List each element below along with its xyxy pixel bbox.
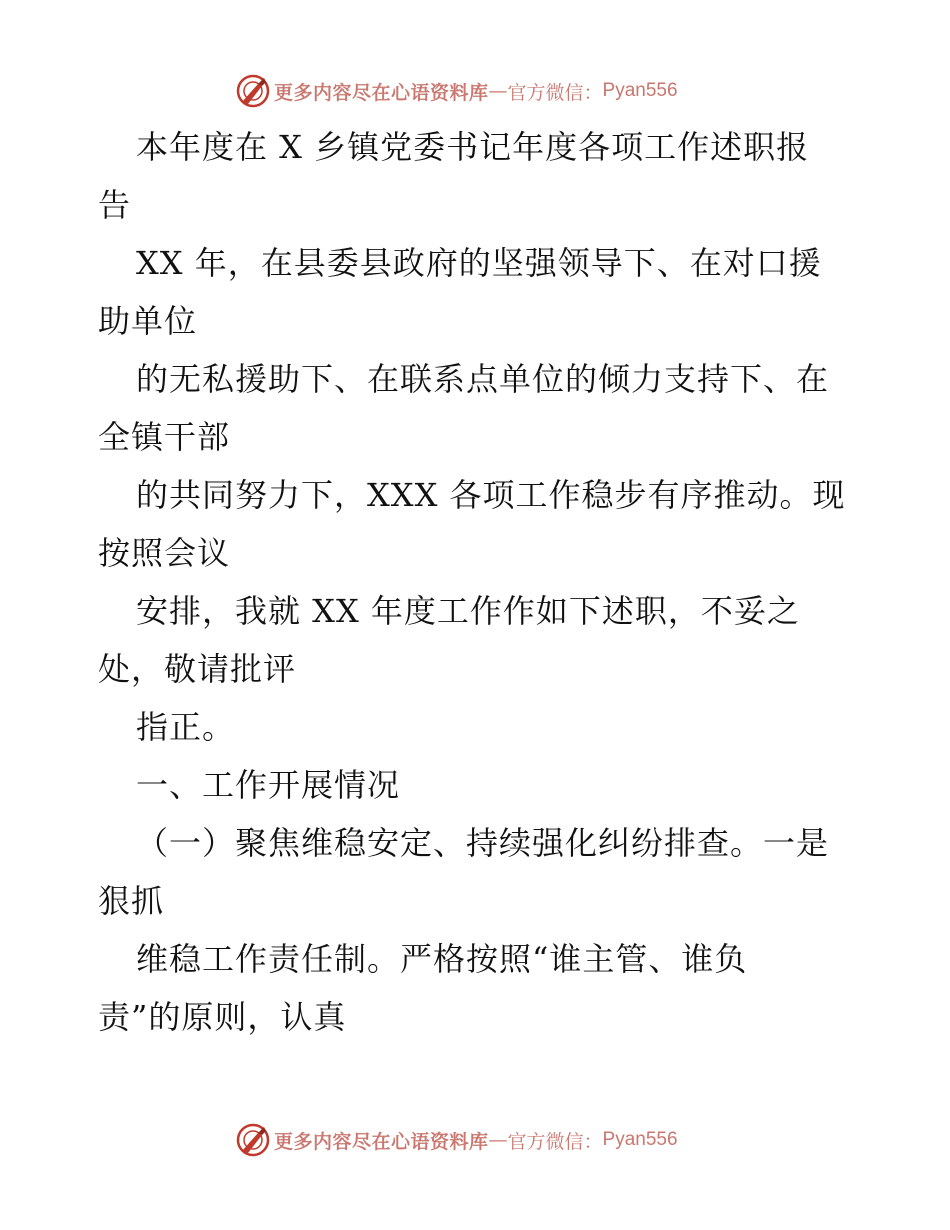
text-line: 全镇干部 <box>98 418 231 456</box>
watermark-main-text: 更多内容尽在心语资料库 <box>274 1130 489 1153</box>
text-line: 责”的原则，认真 <box>98 998 347 1036</box>
text-line: 处，敬请批评 <box>98 650 297 688</box>
watermark-dash: — <box>488 80 508 102</box>
pen-logo-icon <box>236 1123 270 1157</box>
watermark-sub-text: 官方微信： <box>507 81 603 104</box>
watermark-dash: — <box>488 1129 508 1151</box>
text-line: 安排，我就 XX 年度工作作如下述职，不妥之 <box>136 592 800 630</box>
header-watermark <box>236 73 678 109</box>
text-line: 狠抓 <box>98 882 165 920</box>
watermark-main-text: 更多内容尽在心语资料库 <box>274 81 489 104</box>
watermark-id: Pyan556 <box>602 80 678 101</box>
pen-logo-icon <box>236 74 270 108</box>
text-line: 告 <box>98 186 132 224</box>
watermark-sub-text: 官方微信： <box>507 1130 603 1153</box>
text-line: 按照会议 <box>98 534 231 572</box>
text-line: 的共同努力下，XXX 各项工作稳步有序推动。现 <box>136 476 846 514</box>
text-line: 本年度在 X 乡镇党委书记年度各项工作述职报 <box>136 128 810 166</box>
text-line: （一）聚焦维稳安定、持续强化纠纷排查。一是 <box>136 824 830 862</box>
text-line: 助单位 <box>98 302 198 340</box>
footer-watermark <box>236 1122 678 1158</box>
section-heading: 一、工作开展情况 <box>136 766 401 804</box>
watermark-id: Pyan556 <box>602 1129 678 1150</box>
text-line: 指正。 <box>136 708 236 746</box>
text-line: 的无私援助下、在联系点单位的倾力支持下、在 <box>136 360 830 398</box>
text-line: 维稳工作责任制。严格按照“谁主管、谁负 <box>136 940 748 978</box>
text-line: XX 年，在县委县政府的坚强领导下、在对口援 <box>136 244 822 282</box>
